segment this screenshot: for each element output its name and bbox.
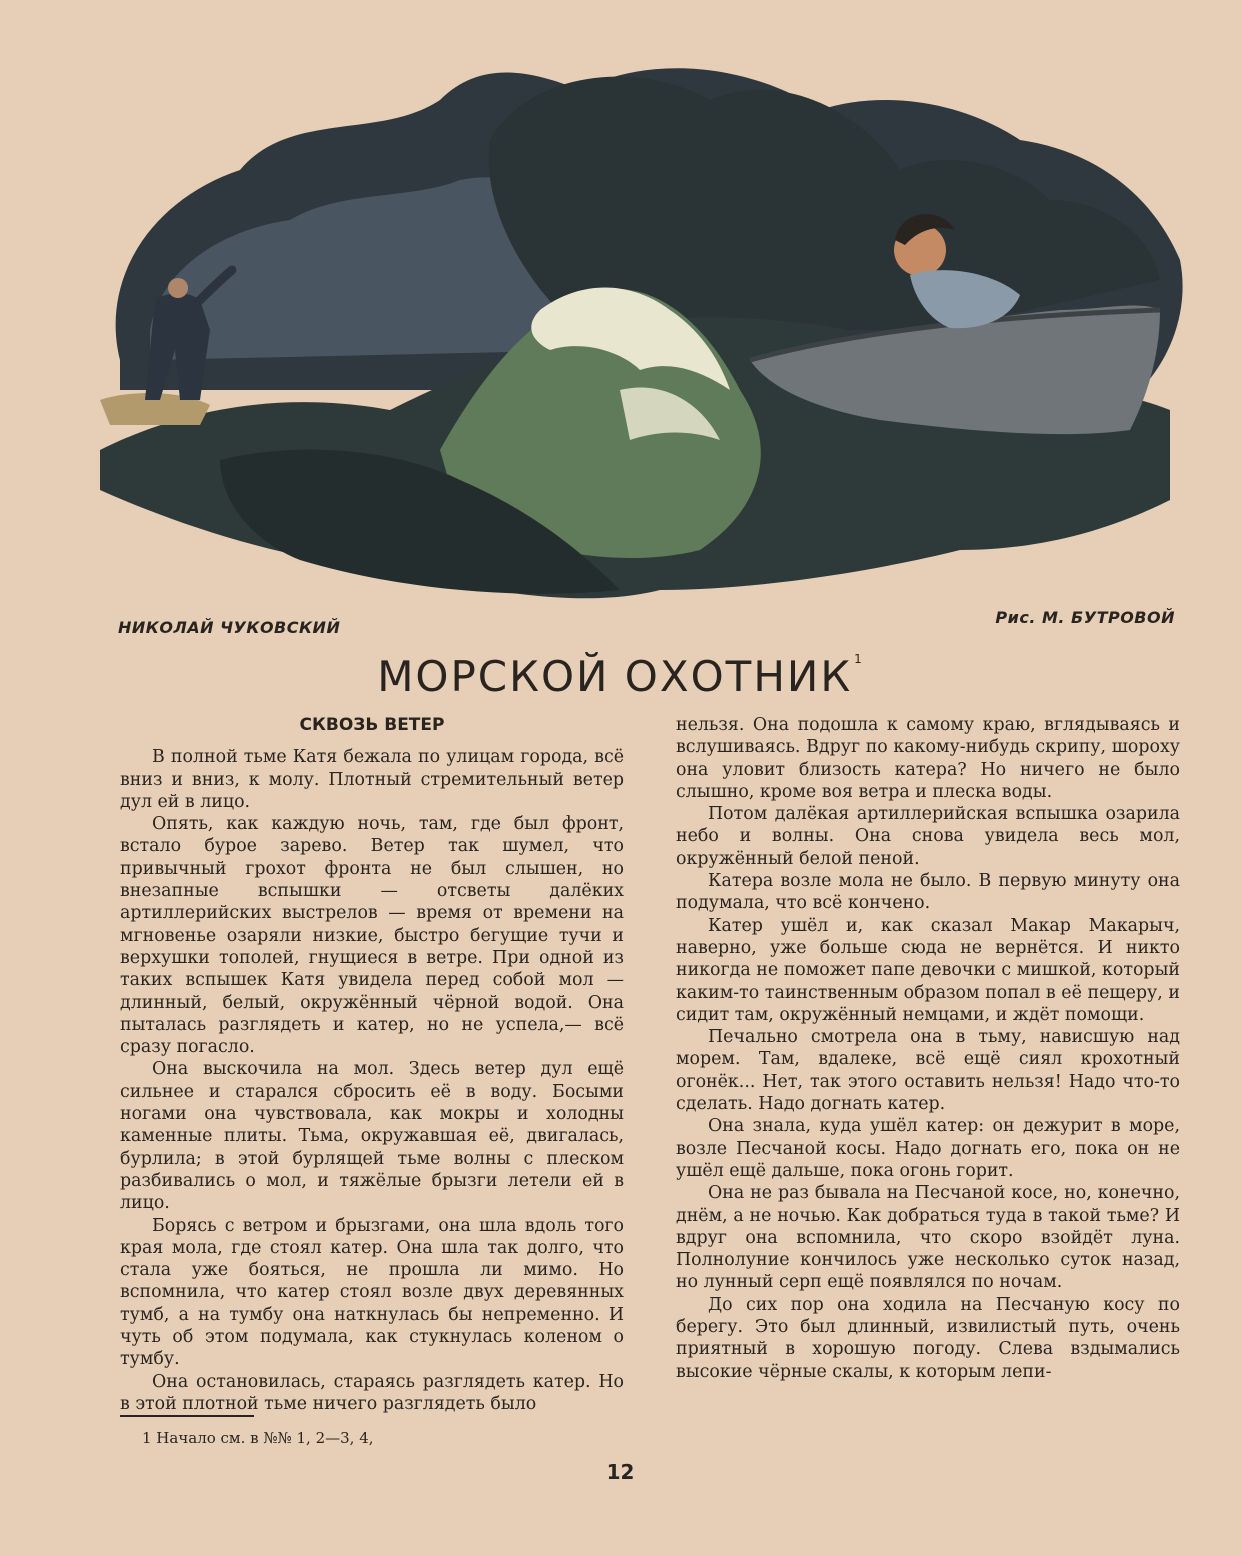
section-heading: СКВОЗЬ ВЕТЕР <box>299 715 445 735</box>
story-illustration <box>60 30 1200 620</box>
paragraph-continued: нельзя. Она подошла к самому краю, вглядываясь и вслушиваясь. Вдруг по какому-нибудь скрипу, шороху она уловит близость катера? Но ничего не было слышно, кроме воя ветра и плеска воды. <box>676 715 1180 802</box>
man-head <box>168 278 188 298</box>
footnote: 1 Начало см. в №№ 1, 2—3, 4, <box>142 1429 374 1447</box>
paragraph: Она выскочила на мол. Здесь ветер дул ещё сильнее и старался сбросить её в воду. Босыми ногами она чувствовала, как мокры и холодны каменные плиты. Тьма, окружавшая её, двигалась, бурлила; в этой бурлящей тьме волны с плеском разбивались о мол, и тяжёлые брызги летели ей в лицо. <box>120 1059 624 1214</box>
paragraph: Она не раз бывала на Песчаной косе, но, конечно, днём, а не ночью. Как добраться туда в такой тьме? И вдруг она вспомнила, что скоро взойдёт луна. Полнолуние кончилось уже несколько суток назад, но лунный серп ещё появлялся по ночам. <box>676 1183 1180 1293</box>
text-column-left <box>120 708 624 1415</box>
paragraph: Она остановилась, стараясь разглядеть катер. Но в этой плотной тьме ничего разглядеть было <box>120 1371 624 1414</box>
paragraph: В полной тьме Катя бежала по улицам города, всё вниз и вниз, к молу. Плотный стремительный ветер дул ей в лицо. <box>120 747 624 812</box>
illustrator-credit: Рис. М. БУТРОВОЙ <box>995 608 1175 627</box>
story-title <box>0 652 1241 701</box>
story-title-text: МОРСКОЙ ОХОТНИК <box>377 652 853 701</box>
paragraph: Потом далёкая артиллерийская вспышка озарила небо и волны. Она снова увидела весь мол, окружённый белой пеной. <box>676 804 1180 869</box>
paragraph: Опять, как каждую ночь, там, где был фронт, встало бурое зарево. Ветер так шумел, что привычный грохот фронта не был слышен, но внезапные вспышки — отсветы далёких артиллерийских выстрелов — время от времени на мгновенье озаряли низкие, быстро бегущие тучи и верхушки тополей, гнущиеся в ветре. При одной из таких вспышек Катя увидела перед собой мол — длинный, белый, окружённый чёрной водой. Она пыталась разглядеть и катер, но не успела,— всё сразу погасло. <box>120 814 624 1058</box>
paragraph: Борясь с ветром и брызгами, она шла вдоль того края мола, где стоял катер. Она шла так долго, что стала уже бояться, не прошла ли мимо. Но вспомнила, что катер стоял возле двух деревянных тумб, а на тумбу она наткнулась бы непременно. И чуть об этом подумала, как стукнулась коленом о тумбу. <box>120 1215 624 1370</box>
paragraph: До сих пор она ходила на Песчаную косу по берегу. Это был длинный, извилистый путь, очень приятный в хорошую погоду. Слева вздымались высокие чёрные скалы, к которым лепи- <box>676 1294 1180 1382</box>
illustration-storm-sea-boat <box>60 30 1200 620</box>
footnote-rule <box>120 1415 254 1417</box>
paragraph: Печально смотрела она в тьму, нависшую над морем. Там, вдалеке, всё ещё сиял крохотный огонёк... Нет, так этого оставить нельзя! Надо что-то сделать. Надо догнать катер. <box>676 1027 1180 1115</box>
author-name: НИКОЛАЙ ЧУКОВСКИЙ <box>118 618 341 637</box>
paragraph: Катера возле мола не было. В первую минуту она подумала, что всё кончено. <box>676 871 1180 914</box>
page-number: 12 <box>606 1460 635 1484</box>
title-footnote-mark: 1 <box>854 652 864 666</box>
text-column-right <box>676 714 1180 1383</box>
paragraph: Катер ушёл и, как сказал Макар Макарыч, наверно, уже больше сюда не вернётся. И никто никогда не поможет папе девочки с мишкой, который каким-то таинственным образом попал в её пещеру, и сидит там, окружённый немцами, и ждёт помощи. <box>676 915 1180 1025</box>
paragraph: Она знала, куда ушёл катер: он дежурит в море, возле Песчаной косы. Надо догнать его, пока он не ушёл ещё дальше, пока огонь горит. <box>676 1116 1180 1181</box>
